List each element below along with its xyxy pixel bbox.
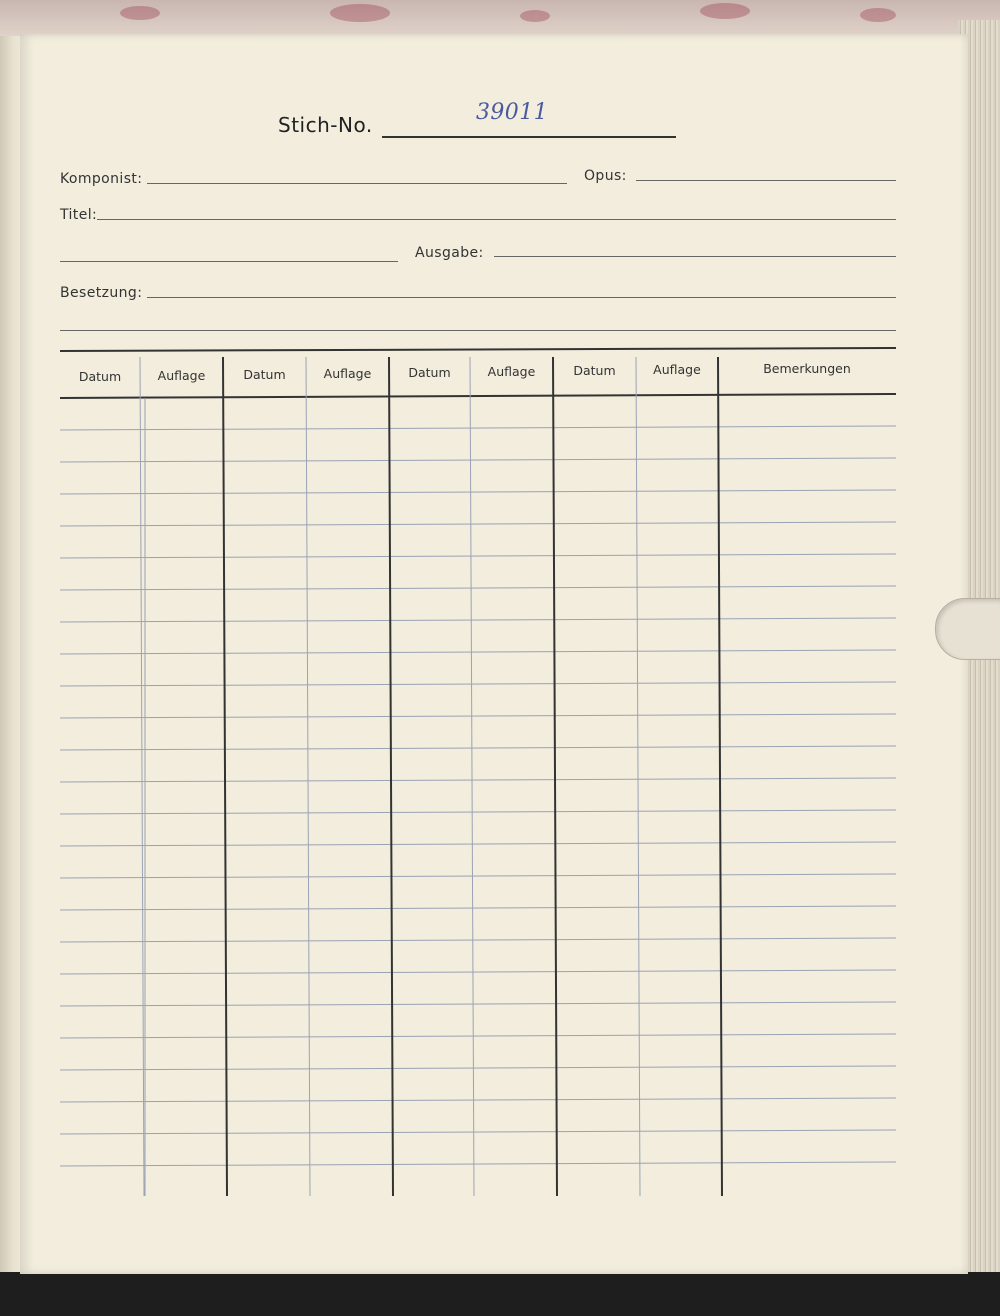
table-row-rule [60,458,896,462]
table-row-rule [60,906,896,910]
table-row-rule [60,810,896,814]
column-header-datum: Datum [408,365,451,380]
table-row-rule [60,682,896,686]
stich-no-handwritten-value: 39011 [476,100,548,125]
table-row-rule [60,938,896,942]
table-row-rule [60,522,896,526]
table-row-rule [60,618,896,622]
stich-no-label: Stich-No. [278,113,373,137]
table-row-rule [60,1034,896,1038]
table-row-rule [60,426,896,430]
table-row-rule [60,1066,896,1070]
table-group-divider [223,357,227,1196]
ausgabe-label: Ausgabe: [415,245,484,261]
table-column-rule [140,357,144,1196]
table-top-rule [60,348,896,351]
column-header-datum: Datum [78,369,122,384]
table-row-rule [60,842,896,846]
column-header-datum: Datum [243,367,286,382]
table-row-rule [60,650,896,654]
table-group-divider [553,357,557,1196]
table-row-rule [60,586,896,590]
table-row-rule [60,1098,896,1102]
table-group-divider [389,357,393,1196]
table-column-rule [306,357,310,1196]
table-group-divider [718,357,722,1196]
table-row-rule [60,1002,896,1006]
table-row-rule [60,554,896,558]
besetzung-label: Besetzung: [60,285,143,301]
table-column-rule [470,357,474,1196]
column-header-datum: Datum [573,363,616,378]
komponist-label: Komponist: [60,171,143,187]
column-header-auflage: Auflage [653,362,701,377]
table-header-bottom-rule [60,394,896,398]
column-header-bemerkungen: Bemerkungen [763,361,851,376]
table-row-rule [60,1162,896,1166]
table-column-rule [636,357,640,1196]
titel-label: Titel: [60,207,98,223]
opus-label: Opus: [584,168,627,184]
table-row-rule [60,970,896,974]
column-header-auflage: Auflage [323,366,372,381]
table-row-rule [60,714,896,718]
column-header-auflage: Auflage [487,364,536,379]
column-header-auflage: Auflage [157,368,206,383]
table-row-rule [60,746,896,750]
table-row-rule [60,1130,896,1134]
table-row-rule [60,874,896,878]
table-row-rule [60,778,896,782]
table-row-rule [60,490,896,494]
